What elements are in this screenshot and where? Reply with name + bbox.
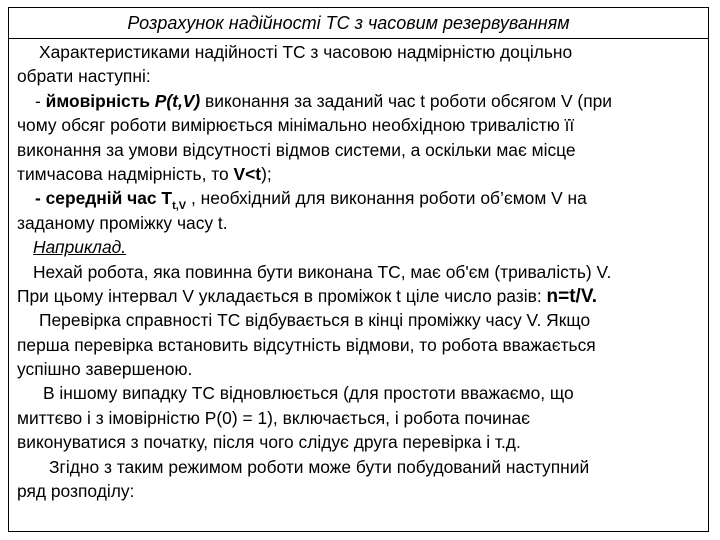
slide-body	[9, 39, 708, 503]
example-label: Наприклад.	[33, 237, 127, 258]
p4-line-1: Нехай робота, яка повинна бути виконана ТС, має об'єм (тривалість) V.	[33, 261, 612, 282]
p2-line-4-post: );	[261, 163, 272, 184]
example-label-line	[17, 235, 702, 259]
p1-line-2: обрати наступні:	[17, 66, 151, 87]
slide-title: Розрахунок надійності ТС з часовим резервуванням	[9, 8, 708, 39]
p7-line-1: Згідно з таким режимом роботи може бути побудований наступний	[49, 456, 590, 477]
p2-line-1-rest: виконання за заданий час t роботи обсягом V (при	[200, 90, 613, 111]
p4-line-2-pre: При цьому інтервал V укладається в проміжок t ціле число разів:	[17, 285, 547, 306]
slide-frame	[8, 7, 709, 532]
p6-line-3: виконуватися з початку, після чого слідує друга перевірка і т.д.	[17, 432, 521, 453]
p6-line-1: В іншому випадку ТС відновлюється (для простоти вважаємо, що	[43, 383, 574, 404]
p2-line-4-pre: тимчасова надмірність, то	[17, 163, 234, 184]
p4-formula: n=t/V.	[546, 285, 598, 307]
p7-line-2: ряд розподілу:	[17, 481, 135, 502]
p2-line-3: виконання за умови відсутності відмов системи, а оскільки має місце	[17, 139, 576, 160]
p2-line-4	[17, 162, 702, 186]
p2-line-2: чому обсяг роботи вимірюється мінімально необхідною тривалістю її	[17, 115, 575, 136]
p4-line-2	[17, 284, 702, 308]
p1-line-1: Характеристиками надійності ТС з часовою надмірністю доцільно	[39, 42, 573, 62]
p2-symbol: Р(t,V)	[154, 90, 201, 111]
p2-line-4-bold: V<t	[233, 163, 262, 184]
p2-term: ймовірність	[45, 90, 155, 111]
p5-line-1: Перевірка справності ТС відбувається в кінці проміжку часу V. Якщо	[39, 310, 591, 331]
p3-line-1	[17, 186, 702, 213]
p3-term: - середній час Т	[35, 188, 173, 209]
p2-line-1	[17, 89, 702, 113]
p2-prefix: -	[35, 90, 46, 111]
p5-line-2: перша перевірка встановить відсутність відмови, то робота вважається	[17, 334, 596, 355]
p3-line-2: заданому проміжку часу t.	[17, 212, 228, 233]
p5-line-3: успішно завершеною.	[17, 359, 193, 380]
p3-subscript: t,V	[172, 200, 187, 213]
p6-line-2: миттєво і з імовірністю Р(0) = 1), включається, і робота починає	[17, 407, 531, 428]
p3-line-1-rest: , необхідний для виконання роботи об’ємом V на	[186, 188, 587, 209]
